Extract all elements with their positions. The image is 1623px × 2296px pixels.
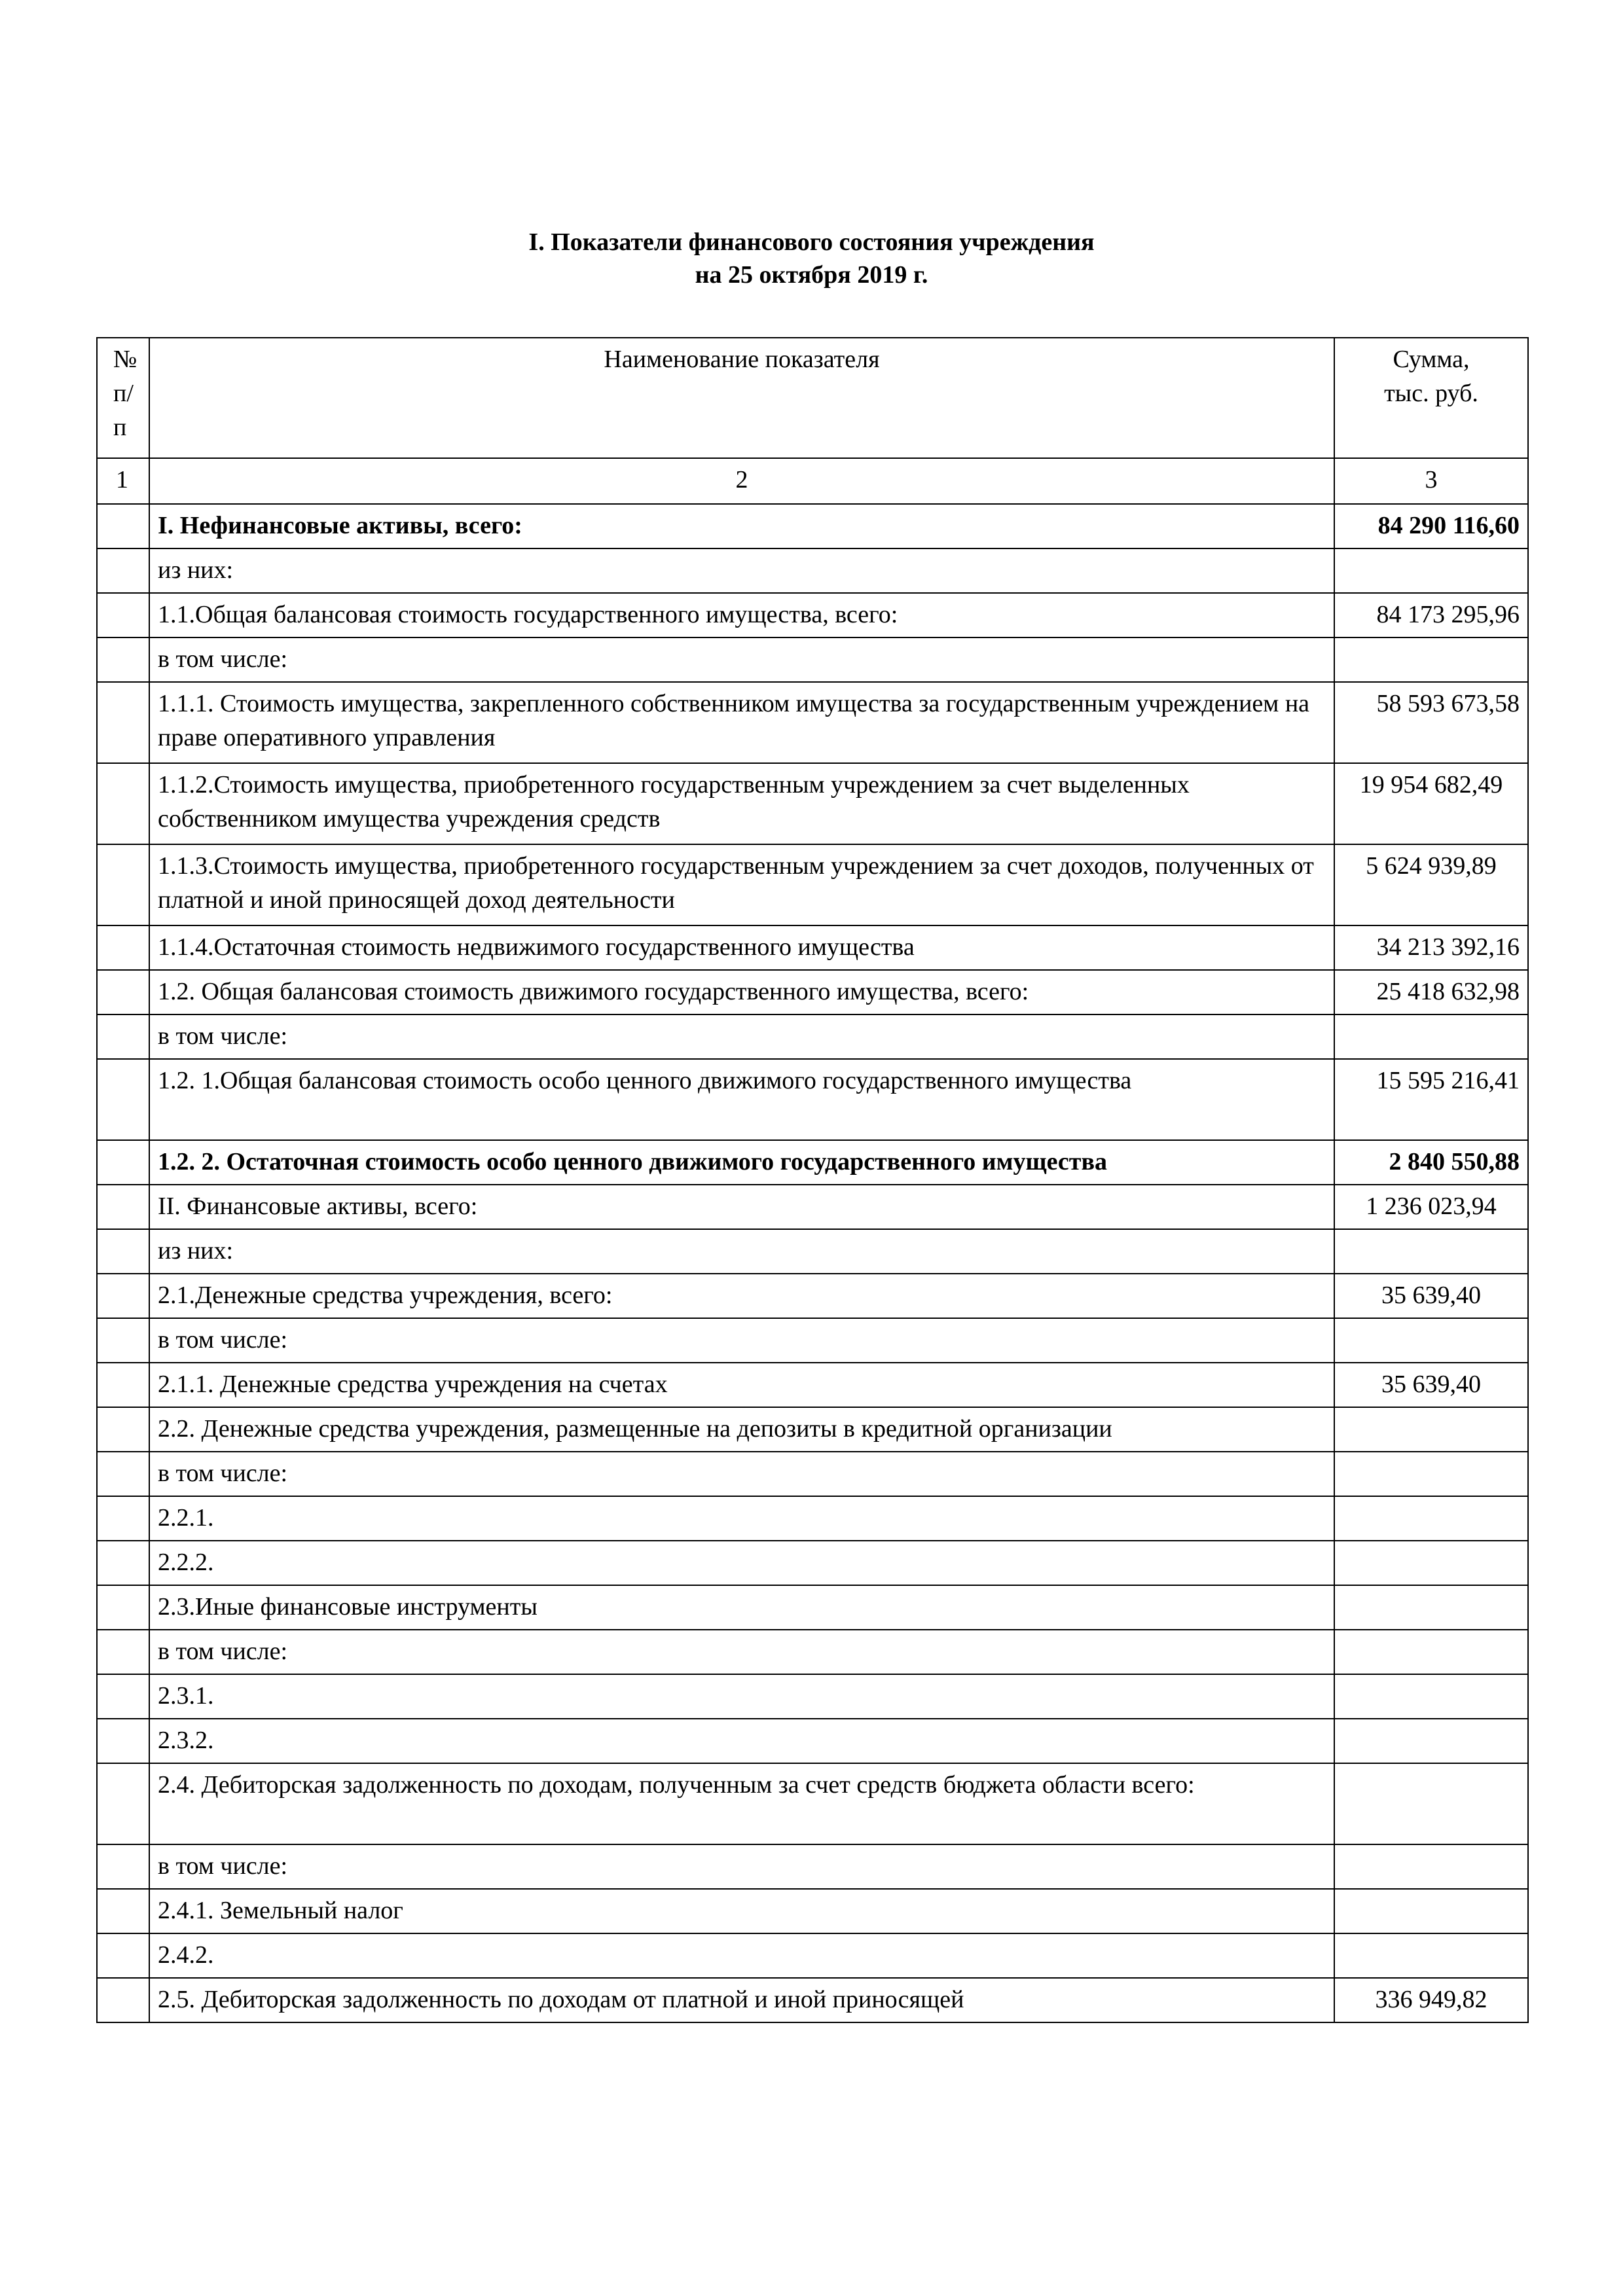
indicator-name-cell: 1.1.4.Остаточная стоимость недвижимого государственного имущества (149, 925, 1334, 970)
row-number-cell (97, 1014, 149, 1059)
row-number-cell (97, 1318, 149, 1363)
table-row (97, 1363, 1528, 1407)
table-row (97, 548, 1528, 593)
row-number-cell (97, 1889, 149, 1933)
row-number-cell (97, 1363, 149, 1407)
indicator-name-cell: из них: (149, 1229, 1334, 1274)
sum-cell (1334, 1014, 1528, 1059)
financial-indicators-table (96, 337, 1529, 2023)
table-row (97, 504, 1528, 548)
indicator-name-cell: из них: (149, 548, 1334, 593)
sum-cell (1334, 1585, 1528, 1630)
table-row (97, 1719, 1528, 1763)
row-number-cell (97, 1978, 149, 2022)
sum-cell: 34 213 392,16 (1334, 925, 1528, 970)
sum-cell: 15 595 216,41 (1334, 1059, 1528, 1140)
row-number-cell (97, 1452, 149, 1496)
indicator-name-cell: 2.5. Дебиторская задолженность по доходам от платной и иной приносящей (149, 1978, 1334, 2022)
row-number-cell (97, 1274, 149, 1318)
sum-cell (1334, 1407, 1528, 1452)
indicator-name-cell: в том числе: (149, 1014, 1334, 1059)
sum-cell (1334, 1763, 1528, 1844)
table-header-row (97, 338, 1528, 458)
table-row (97, 1844, 1528, 1889)
row-number-cell (97, 682, 149, 763)
row-number-cell (97, 1541, 149, 1585)
row-number-cell (97, 1719, 149, 1763)
header-name: Наименование показателя (149, 338, 1334, 458)
column-number-1: 1 (97, 458, 149, 504)
indicator-name-cell: в том числе: (149, 1844, 1334, 1889)
header-sum (1334, 338, 1528, 458)
sum-cell (1334, 1318, 1528, 1363)
sum-cell: 84 290 116,60 (1334, 504, 1528, 548)
row-number-cell (97, 925, 149, 970)
table-row (97, 1185, 1528, 1229)
table-row (97, 763, 1528, 844)
sum-cell (1334, 1452, 1528, 1496)
table-row (97, 1059, 1528, 1140)
row-number-cell (97, 593, 149, 637)
table-row (97, 1978, 1528, 2022)
sum-cell: 35 639,40 (1334, 1274, 1528, 1318)
table-row (97, 1229, 1528, 1274)
sum-cell (1334, 1719, 1528, 1763)
sum-cell (1334, 1889, 1528, 1933)
table-row (97, 925, 1528, 970)
sum-cell (1334, 1844, 1528, 1889)
sum-cell (1334, 1674, 1528, 1719)
document-title (0, 226, 1623, 291)
indicator-name-cell: 1.1.2.Стоимость имущества, приобретенного государственным учреждением за счет выделенных собственником имущества учреждения средств (149, 763, 1334, 844)
sum-cell (1334, 1229, 1528, 1274)
row-number-cell (97, 763, 149, 844)
table-row (97, 1014, 1528, 1059)
sum-cell (1334, 1496, 1528, 1541)
indicator-name-cell: 2.3.1. (149, 1674, 1334, 1719)
table-row (97, 1889, 1528, 1933)
indicator-name-cell: 1.1.3.Стоимость имущества, приобретенного государственным учреждением за счет доходов, полученных от платной и иной приносящей доход деятельности (149, 844, 1334, 925)
indicator-name-cell: в том числе: (149, 1452, 1334, 1496)
table-row (97, 1585, 1528, 1630)
header-sum-line-2: тыс. руб. (1384, 380, 1478, 407)
sum-cell: 84 173 295,96 (1334, 593, 1528, 637)
indicator-name-cell: 1.2. 1.Общая балансовая стоимость особо ценного движимого государственного имущества (149, 1059, 1334, 1140)
indicator-name-cell: 2.2. Денежные средства учреждения, размещенные на депозиты в кредитной организации (149, 1407, 1334, 1452)
table-row (97, 1452, 1528, 1496)
sum-cell: 2 840 550,88 (1334, 1140, 1528, 1185)
indicator-name-cell: 2.1.Денежные средства учреждения, всего: (149, 1274, 1334, 1318)
header-number: № п/ п (97, 338, 149, 458)
indicator-name-cell: 2.2.1. (149, 1496, 1334, 1541)
sum-cell (1334, 1630, 1528, 1674)
table-row (97, 1496, 1528, 1541)
indicator-name-cell: 1.2. 2. Остаточная стоимость особо ценного движимого государственного имущества (149, 1140, 1334, 1185)
row-number-cell (97, 1933, 149, 1978)
sum-cell: 35 639,40 (1334, 1363, 1528, 1407)
indicator-name-cell: 1.1.Общая балансовая стоимость государственного имущества, всего: (149, 593, 1334, 637)
row-number-cell (97, 1407, 149, 1452)
sum-cell: 58 593 673,58 (1334, 682, 1528, 763)
sum-cell: 1 236 023,94 (1334, 1185, 1528, 1229)
indicator-name-cell: 2.4.1. Земельный налог (149, 1889, 1334, 1933)
sum-cell: 19 954 682,49 (1334, 763, 1528, 844)
sum-cell (1334, 1933, 1528, 1978)
indicator-name-cell: 2.1.1. Денежные средства учреждения на счетах (149, 1363, 1334, 1407)
title-line-2: на 25 октября 2019 г. (695, 261, 928, 289)
header-sum-line-1: Сумма, (1393, 346, 1470, 373)
table-row (97, 1541, 1528, 1585)
row-number-cell (97, 1763, 149, 1844)
indicator-name-cell: 2.4. Дебиторская задолженность по доходам, полученным за счет средств бюджета области всего: (149, 1763, 1334, 1844)
column-number-2: 2 (149, 458, 1334, 504)
row-number-cell (97, 1140, 149, 1185)
table-row (97, 1630, 1528, 1674)
table-row (97, 970, 1528, 1014)
title-line-1: I. Показатели финансового состояния учреждения (528, 228, 1095, 256)
table-body (97, 504, 1528, 2022)
indicator-name-cell: 2.2.2. (149, 1541, 1334, 1585)
table-row (97, 1318, 1528, 1363)
table-row (97, 1407, 1528, 1452)
indicator-name-cell: 2.3.2. (149, 1719, 1334, 1763)
row-number-cell (97, 637, 149, 682)
table-row (97, 1674, 1528, 1719)
row-number-cell (97, 1844, 149, 1889)
indicator-name-cell: в том числе: (149, 1630, 1334, 1674)
row-number-cell (97, 1630, 149, 1674)
row-number-cell (97, 1185, 149, 1229)
indicator-name-cell: в том числе: (149, 637, 1334, 682)
row-number-cell (97, 844, 149, 925)
indicator-name-cell: 2.3.Иные финансовые инструменты (149, 1585, 1334, 1630)
row-number-cell (97, 1585, 149, 1630)
row-number-cell (97, 970, 149, 1014)
indicator-name-cell: II. Финансовые активы, всего: (149, 1185, 1334, 1229)
table-row (97, 637, 1528, 682)
sum-cell (1334, 548, 1528, 593)
sum-cell: 25 418 632,98 (1334, 970, 1528, 1014)
sum-cell: 336 949,82 (1334, 1978, 1528, 2022)
table-row (97, 1274, 1528, 1318)
row-number-cell (97, 548, 149, 593)
sum-cell: 5 624 939,89 (1334, 844, 1528, 925)
table-row (97, 682, 1528, 763)
table-row (97, 1763, 1528, 1844)
row-number-cell (97, 1674, 149, 1719)
row-number-cell (97, 1496, 149, 1541)
sum-cell (1334, 1541, 1528, 1585)
indicator-name-cell: 1.2. Общая балансовая стоимость движимого государственного имущества, всего: (149, 970, 1334, 1014)
row-number-cell (97, 504, 149, 548)
table-row (97, 593, 1528, 637)
column-number-3: 3 (1334, 458, 1528, 504)
row-number-cell (97, 1229, 149, 1274)
indicator-name-cell: 1.1.1. Стоимость имущества, закрепленного собственником имущества за государственным учреждением на праве оперативного управления (149, 682, 1334, 763)
column-number-row (97, 458, 1528, 504)
sum-cell (1334, 637, 1528, 682)
table-row (97, 844, 1528, 925)
indicator-name-cell: в том числе: (149, 1318, 1334, 1363)
row-number-cell (97, 1059, 149, 1140)
indicator-name-cell: 2.4.2. (149, 1933, 1334, 1978)
indicator-name-cell: I. Нефинансовые активы, всего: (149, 504, 1334, 548)
table-row (97, 1933, 1528, 1978)
table-row (97, 1140, 1528, 1185)
